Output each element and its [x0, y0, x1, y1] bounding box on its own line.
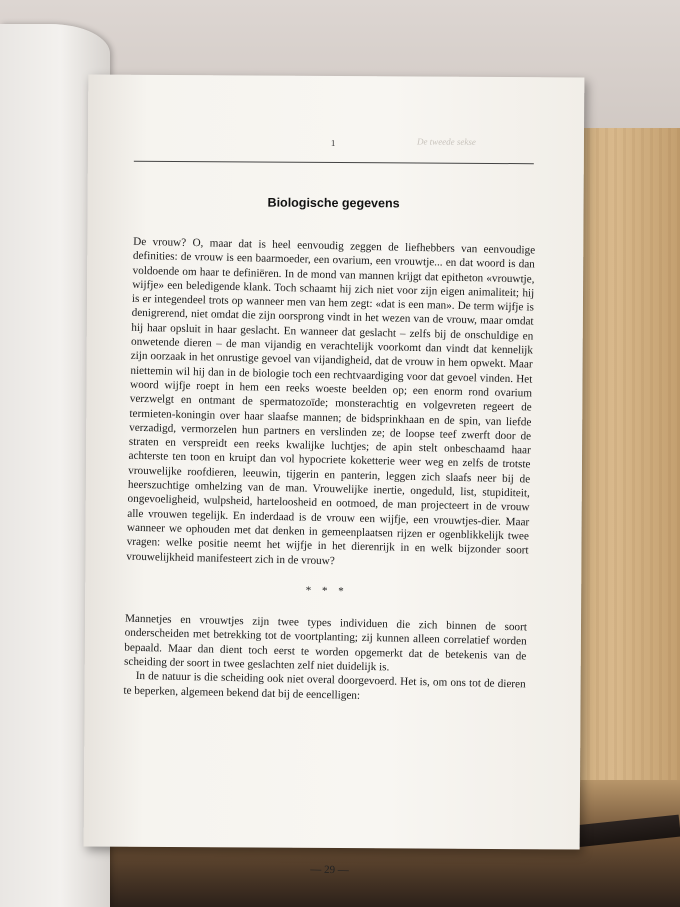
book-page — [84, 74, 585, 877]
paragraph-2: Mannetjes en vrouwtjes zijn twee types individuen die zich binnen de soort onderscheiden met betrekking tot de voortplanting; zij kunnen alleen correlatief worden bepaald. Maar dan dient toch eerst te worden opgemerkt dat de betekenis van de scheiding der soort in twee geslachten zelf niet duidelijk is. — [123, 612, 528, 674]
chapter-number: 1 — [330, 137, 336, 149]
page-text-block — [123, 131, 536, 877]
running-head-showthrough: De tweede sekse — [416, 136, 476, 147]
section-heading: Biologische gegevens — [267, 195, 400, 211]
header-rule — [134, 161, 534, 164]
body-text — [123, 235, 535, 707]
paragraph-1: De vrouw? O, maar dat is heel eenvoudig zeggen de liefhebbers van eenvoudige definities: de vrouw is een baarmoeder, een ovarium, een vrouwtje... en dat woord is dan voldoende om haar te definiëren. In de mond van mannen krijgt dat epitheton «vrouwtje, wijfje» een beledigende klank. Toch schaamt hij zich niet voor zijn eigen animaliteit; hij is er integendeel trots op wanneer men van hem zegt: «dat is een man». De term wijfje is denigrerend, niet omdat die zijn oorsprong vindt in het wezen van de vrouw, maar omdat hij haar opsluit in haar geslacht. En wanneer dat geslacht – zelfs bij de onschuldige en onwetende dieren – de man vijandig en verachtelijk voorkomt dan vindt dat kennelijk zijn oorzaak in het onrustige gevoel van vijandigheid, dat de vrouw in hem opwekt. Maar niettemin wil hij dan in de biologie toch een rechtvaardiging voor dat gevoel vinden. Het woord wijfje roept in hem een reeks woeste beelden op; een enorm rond ovarium verzwelgt en ontmant de spermatozoïde; monsterachtig en volgevreten regeert de termieten-koningin over haar slaafse mannen; de bidsprinkhaan en de spin, van liefde verzadigd, vermorzelen hun partners en verslinden ze; de loopse teef zwerft door de straten en verspreidt een reeks kwalijke luchtjes; de apin stelt onbeschaamd haar achterste ten toon en kruipt dan vol hypocriete koketterie weer weg en zelfs de trotste vrouwelijke roofdieren, leeuwin, tijgerin en panterin, leggen zich slaafs neer bij de heerszuchtige omhelzing van de man. Vrouwelijke inertie, ongeduld, list, stupiditeit, ongevoeligheid, wulpsheid, harteloosheid en ootmoed, de man projecteert in de vrouw alle vrouwen tegelijk. En inderdaad is de vrouw een wijfje, een vrouwtjes-dier. Maar wanneer we ophouden met dat denken in gemeenplaatsen rijzen er ogenblikkelijk twee vragen: welke positie neemt het wijfje in het dierenrijk in en welk bijzonder soort vrouwelijkheid manifesteert zich in de vrouw? — [126, 235, 536, 567]
paragraph-3: In de natuur is die scheiding ook niet overal doorgevoerd. Het is, om ons tot de dieren te beperken, algemeen bekend dat bij de eencelligen: — [123, 670, 526, 702]
page-number: — 29 — — [310, 863, 349, 877]
section-separator: * * * — [305, 584, 348, 598]
